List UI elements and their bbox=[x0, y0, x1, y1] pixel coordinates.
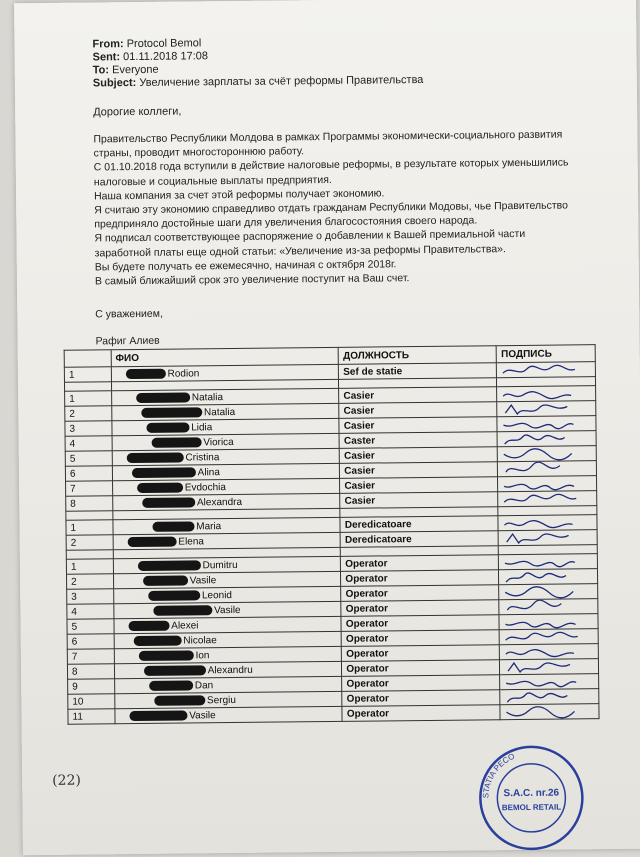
row-number: 2 bbox=[66, 535, 113, 550]
letter-line: В самый ближайший срок это увеличение поступит на Ваш счет. bbox=[94, 272, 410, 288]
redacted-surname bbox=[143, 575, 188, 585]
letter-signer: Рафиг Алиев bbox=[95, 334, 160, 348]
employee-first-name: Natalia bbox=[203, 406, 236, 418]
position-cell: Operator bbox=[342, 660, 500, 677]
document-sheet bbox=[14, 0, 640, 855]
signature-stroke bbox=[507, 533, 569, 543]
employee-first-name: Natalia bbox=[191, 391, 224, 403]
signature-cell bbox=[498, 461, 597, 477]
header-position: ДОЛЖНОСТЬ bbox=[338, 346, 496, 365]
redacted-surname bbox=[146, 422, 189, 432]
signature-cell bbox=[500, 674, 599, 690]
employee-first-name: Ion bbox=[195, 649, 210, 661]
redacted-surname bbox=[133, 635, 181, 646]
stamp-center-text: S.A.C. nr.26 bbox=[503, 787, 560, 800]
redacted-surname bbox=[132, 467, 196, 478]
redacted-surname bbox=[129, 710, 187, 721]
redacted-surname bbox=[137, 482, 183, 492]
position-cell: Operator bbox=[342, 690, 500, 707]
row-number: 1 bbox=[66, 559, 113, 574]
row-number: 5 bbox=[65, 451, 112, 466]
employee-first-name: Evdochia bbox=[184, 481, 226, 493]
employee-first-name: Viorica bbox=[203, 436, 234, 448]
employee-first-name: Alexandru bbox=[207, 664, 253, 676]
signature-cell bbox=[499, 554, 598, 570]
letter-line: страны, проводит многостороннюю работу. bbox=[93, 145, 305, 160]
signature-stroke bbox=[504, 484, 574, 490]
email-header bbox=[92, 35, 423, 90]
employee-first-name: Alexei bbox=[171, 619, 199, 632]
letter-line: С 01.10.2018 года вступили в действие налоговые реформы, в результате которых уменьшились bbox=[93, 156, 569, 174]
row-number: 4 bbox=[67, 604, 114, 619]
signature-stroke bbox=[506, 632, 578, 640]
spacer-cell bbox=[64, 382, 111, 391]
row-number: 6 bbox=[65, 466, 112, 481]
signature-cell bbox=[498, 515, 597, 531]
letter-line: Я считаю эту экономию справедливо отдать гражданам Республики Модовы, чье Правительство bbox=[94, 199, 568, 217]
from-row: From: Protocol Bemol bbox=[92, 37, 202, 51]
signature-cell bbox=[497, 401, 596, 417]
row-number: 1 bbox=[66, 520, 113, 535]
signature-cell bbox=[500, 644, 599, 660]
employee-first-name: Dumitru bbox=[202, 559, 238, 571]
employee-first-name: Vasile bbox=[189, 574, 217, 586]
position-cell: Casier bbox=[340, 492, 498, 509]
row-number: 3 bbox=[67, 589, 114, 604]
row-number: 1 bbox=[65, 391, 112, 406]
handwritten-signature bbox=[503, 491, 583, 508]
spacer-cell bbox=[66, 550, 113, 559]
row-number: 11 bbox=[68, 709, 115, 724]
redacted-surname bbox=[151, 437, 201, 448]
signature-cell bbox=[497, 362, 596, 378]
row-number: 8 bbox=[66, 496, 113, 511]
signature-cell bbox=[498, 530, 597, 546]
stamp-company-text: BEMOL RETAIL bbox=[501, 802, 562, 813]
employee-first-name: Lidia bbox=[191, 421, 213, 433]
company-stamp bbox=[477, 743, 586, 852]
signature-stroke bbox=[506, 586, 574, 598]
letter-line: налоговые и социальные выплаты предприятия. bbox=[93, 173, 332, 189]
signature-stroke bbox=[506, 404, 568, 414]
signature-stroke bbox=[506, 573, 566, 583]
redacted-surname bbox=[144, 665, 206, 676]
signature-stroke bbox=[503, 365, 575, 373]
redacted-surname bbox=[152, 521, 194, 531]
signature-cell bbox=[500, 689, 599, 705]
signature-cell bbox=[499, 614, 598, 630]
employee-first-name: Nicolae bbox=[183, 634, 217, 647]
subject-value: Увеличение зарплаты за счёт реформы Правительства bbox=[139, 73, 424, 89]
page-number: (22) bbox=[52, 772, 81, 789]
position-cell: Casier bbox=[339, 387, 497, 404]
redacted-surname bbox=[138, 560, 201, 571]
redacted-surname bbox=[142, 497, 195, 508]
signature-cell bbox=[497, 386, 596, 402]
position-cell: Operator bbox=[342, 705, 500, 722]
position-cell: Deredicatoare bbox=[340, 531, 498, 548]
row-number: 2 bbox=[66, 574, 113, 589]
letter-line: Вы будете получать ее ежемесячно, начиная с октября 2018г. bbox=[94, 258, 397, 274]
redacted-surname bbox=[141, 407, 202, 418]
letter-greeting: Дорогие коллеги, bbox=[93, 105, 182, 119]
position-cell: Casier bbox=[339, 402, 497, 419]
employee-first-name: Alexandra bbox=[196, 496, 243, 508]
position-cell: Operator bbox=[341, 555, 499, 572]
signature-cell bbox=[498, 446, 597, 462]
signature-cell bbox=[498, 491, 597, 507]
redacted-surname bbox=[128, 621, 169, 631]
redacted-surname bbox=[148, 590, 200, 601]
sent-row: Sent: 01.11.2018 17:08 bbox=[92, 50, 209, 64]
row-number: 5 bbox=[67, 619, 114, 634]
signature-stroke bbox=[507, 706, 575, 718]
signature-stroke bbox=[504, 423, 574, 429]
stamp-ring-text: STATIA PECO bbox=[481, 751, 517, 799]
staff-signature-table bbox=[64, 344, 600, 725]
redacted-surname bbox=[126, 369, 166, 379]
row-number: 2 bbox=[65, 406, 112, 421]
position-cell: Deredicatoare bbox=[340, 516, 498, 533]
spacer-cell bbox=[66, 511, 113, 520]
signature-stroke bbox=[505, 494, 577, 502]
employee-first-name: Sergiu bbox=[206, 694, 236, 706]
signature-stroke bbox=[508, 693, 568, 703]
row-number: 1 bbox=[64, 367, 111, 382]
letter-line: Правительство Республики Молдова в рамках Программы экономически-социального развития bbox=[93, 128, 563, 146]
signature-stroke bbox=[505, 435, 565, 445]
position-cell: Operator bbox=[342, 645, 500, 662]
redacted-surname bbox=[154, 695, 205, 706]
signature-cell bbox=[498, 476, 597, 492]
position-cell: Sef de statie bbox=[339, 363, 497, 380]
position-cell: Casier bbox=[339, 417, 497, 434]
signature-stroke bbox=[504, 448, 572, 460]
from-value: Protocol Bemol bbox=[126, 37, 202, 51]
sent-value: 01.11.2018 17:08 bbox=[123, 50, 209, 64]
redacted-surname bbox=[136, 392, 190, 403]
signature-stroke bbox=[508, 600, 562, 610]
employee-name-cell bbox=[115, 706, 343, 723]
employee-first-name: Alina bbox=[197, 466, 220, 478]
header-name: ФИО bbox=[111, 347, 339, 366]
handwritten-signature bbox=[503, 530, 583, 547]
redacted-surname bbox=[139, 650, 194, 661]
employee-first-name: Maria bbox=[196, 520, 222, 532]
letter-line: Наша компания за счет этой реформы получает экономию. bbox=[93, 187, 385, 203]
row-number: 7 bbox=[66, 481, 113, 496]
signature-cell bbox=[497, 431, 596, 447]
signature-stroke bbox=[505, 561, 575, 567]
employee-first-name: Rodion bbox=[167, 367, 200, 380]
letter-line: предприняло достойные шаги для увеличения благосостояния своего народа. bbox=[94, 214, 478, 231]
position-cell: Operator bbox=[341, 630, 499, 647]
signature-cell bbox=[500, 704, 599, 720]
row-number: 10 bbox=[68, 694, 115, 709]
signature-stroke bbox=[505, 520, 573, 528]
employee-first-name: Vasile bbox=[214, 604, 241, 616]
signature-stroke bbox=[506, 649, 574, 657]
signature-stroke bbox=[506, 622, 576, 628]
header-num bbox=[64, 350, 111, 367]
position-cell: Operator bbox=[341, 600, 499, 617]
signature-cell bbox=[500, 629, 599, 645]
handwritten-signature bbox=[501, 362, 581, 379]
position-cell: Casier bbox=[340, 462, 498, 479]
row-number: 3 bbox=[65, 421, 112, 436]
redacted-surname bbox=[153, 605, 212, 616]
row-number: 9 bbox=[68, 679, 115, 694]
signature-cell bbox=[499, 584, 598, 600]
table-body bbox=[64, 362, 599, 725]
row-number: 6 bbox=[67, 634, 114, 649]
to-value: Everyone bbox=[112, 63, 159, 77]
letter-line: Я подписал соответствующее распоряжение о добавлении к Вашей премиальной части bbox=[94, 228, 526, 245]
position-cell: Caster bbox=[339, 432, 497, 449]
header-signature: ПОДПИСЬ bbox=[497, 345, 596, 363]
signature-stroke bbox=[507, 681, 577, 687]
signature-cell bbox=[497, 416, 596, 432]
signature-stroke bbox=[506, 462, 560, 472]
position-cell: Operator bbox=[342, 675, 500, 692]
redacted-surname bbox=[126, 452, 183, 463]
position-cell: Operator bbox=[341, 585, 499, 602]
employee-first-name: Cristina bbox=[185, 451, 220, 463]
position-cell: Operator bbox=[341, 615, 499, 632]
row-number: 4 bbox=[65, 436, 112, 451]
employee-first-name: Elena bbox=[178, 535, 205, 548]
letter-closing: С уважением, bbox=[95, 307, 163, 321]
row-number: 7 bbox=[67, 649, 114, 664]
employee-first-name: Vasile bbox=[189, 709, 216, 721]
subject-row: Subject: Увеличение зарплаты за счёт реформы Правительства bbox=[92, 73, 424, 90]
employee-first-name: Leonid bbox=[201, 589, 233, 601]
signature-stroke bbox=[508, 662, 570, 672]
signature-cell bbox=[499, 599, 598, 615]
position-cell: Operator bbox=[341, 570, 499, 587]
position-cell: Casier bbox=[340, 477, 498, 494]
redacted-surname bbox=[127, 536, 176, 547]
signature-cell bbox=[499, 569, 598, 585]
position-cell: Casier bbox=[340, 447, 498, 464]
letter-line: заработной платы еще одной статьи: «Увеличение из-за реформы Правительства». bbox=[94, 242, 506, 260]
to-row: To: Everyone bbox=[92, 63, 159, 77]
letter-body bbox=[93, 128, 569, 289]
signature-cell bbox=[500, 659, 599, 675]
row-number: 8 bbox=[67, 664, 114, 679]
signature-stroke bbox=[504, 391, 572, 399]
employee-first-name: Dan bbox=[194, 679, 214, 691]
handwritten-signature bbox=[505, 704, 585, 721]
redacted-surname bbox=[149, 680, 193, 690]
